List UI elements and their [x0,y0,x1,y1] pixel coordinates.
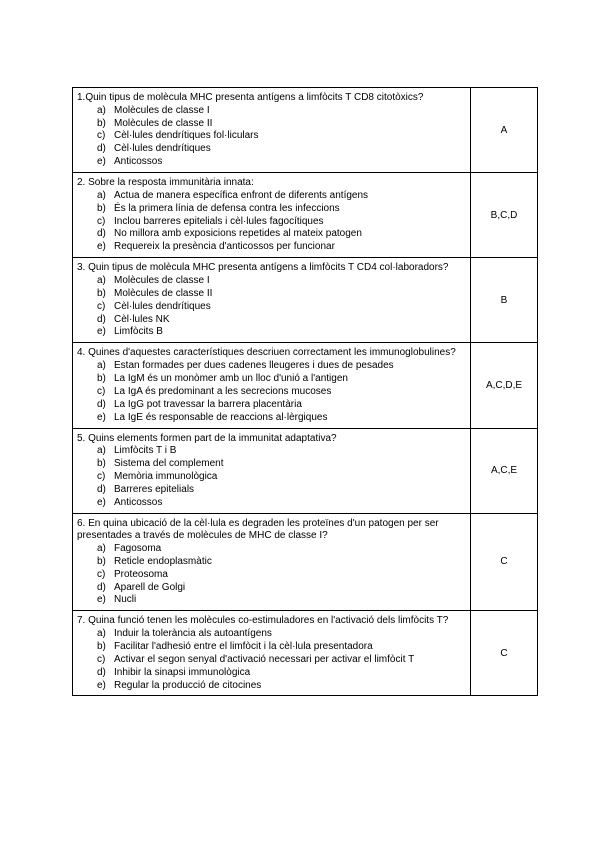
answer-cell: B [471,258,538,343]
option-text: Facilitar l'adhesió entre el limfòcit i la cèl·lula presentadora [114,640,373,652]
option-letter: e) [97,156,106,168]
option-text: Fagosoma [114,542,162,554]
question-row [73,611,538,696]
option-letter: c) [97,568,106,580]
option-list [77,543,466,608]
option-letter: e) [97,679,106,691]
option-item [97,412,466,425]
option-item [97,190,466,203]
option-letter: a) [97,189,106,201]
option-letter: b) [97,458,106,469]
option-text: És la primera línia de defensa contra les infeccions [114,202,340,214]
option-text: Inclou barreres epitelials i cèl·lules fagocítiques [114,215,324,227]
option-item [97,654,466,667]
question-row [73,88,538,173]
option-text: Anticossos [114,496,163,508]
option-text: Cèl·lules dendrítiques [114,143,211,155]
option-list [77,275,466,340]
option-item [97,156,466,169]
option-item [97,628,466,641]
question-text: 6. En quina ubicació de la cèl·lula es degraden les proteïnes d'un patogen per ser presentades a través de molècules de MHC de classe I? [77,517,439,542]
option-letter: d) [97,143,106,155]
option-letter: a) [97,445,106,457]
question-row [73,258,538,343]
option-list [77,105,466,170]
option-letter: b) [97,202,106,214]
option-list [77,190,466,255]
option-text: Induir la tolerància als autoantígens [114,627,272,639]
option-item [97,228,466,241]
option-text: Molècules de classe II [114,287,213,299]
option-letter: d) [97,581,106,593]
option-text: Inhibir la sinapsi immunològica [114,666,251,678]
option-text: Sistema del complement [114,458,224,469]
answer-cell: A,C,E [471,428,538,513]
option-item [97,314,466,327]
option-text: Aparell de Golgi [114,581,186,593]
question-text: 5. Quins elements formen part de la immunitat adaptativa? [77,432,337,444]
option-text: Actua de manera específica enfront de diferents antígens [114,189,369,201]
option-letter: b) [97,372,106,384]
option-item [97,445,466,458]
option-text: Requereix la presència d'anticossos per funcionar [114,241,335,253]
quiz-table-body [73,88,538,696]
answer-cell: B,C,D [471,173,538,258]
option-letter: a) [97,274,106,286]
option-letter: d) [97,483,106,495]
question-text: 4. Quines d'aquestes característiques descriuen correctament les immunoglobulines? [77,347,456,359]
option-item [97,275,466,288]
option-item [97,641,466,654]
option-item [97,680,466,693]
option-text: Cèl·lules dendrítiques fol·liculars [114,130,259,142]
option-list [77,360,466,425]
option-letter: d) [97,666,106,678]
question-row [73,428,538,513]
option-item [97,143,466,156]
option-text: Regular la producció de citocines [114,679,262,691]
option-letter: b) [97,117,106,129]
option-text: Anticossos [114,156,163,168]
option-text: Reticle endoplasmàtic [114,555,212,567]
answer-cell: A,C,D,E [471,343,538,428]
option-text: La IgE és responsable de reaccions al·lèrgiques [114,411,328,423]
option-letter: a) [97,542,106,554]
option-item [97,301,466,314]
question-cell [73,88,471,173]
option-list [77,628,466,693]
answer-cell: A [471,88,538,173]
quiz-table [72,87,538,696]
option-item [97,326,466,339]
option-letter: e) [97,411,106,423]
option-text: Cèl·lules NK [114,313,170,325]
option-item [97,360,466,373]
option-item [97,556,466,569]
option-text: Molècules de classe II [114,117,213,129]
option-letter: a) [97,627,106,639]
option-item [97,582,466,595]
option-item [97,386,466,399]
question-text: 7. Quina funció tenen les molècules co-estimuladores en l'activació dels limfòcits T? [77,615,449,627]
option-item [97,484,466,497]
option-letter: a) [97,359,106,371]
option-text: Memòria immunològica [114,470,218,482]
option-letter: c) [97,215,106,227]
question-row [73,513,538,611]
question-cell [73,428,471,513]
option-letter: b) [97,640,106,652]
option-text: Limfòcits T i B [114,445,177,457]
option-item [97,497,466,510]
option-text: Barreres epitelials [114,483,195,495]
question-text: 2. Sobre la resposta immunitària innata: [77,177,254,189]
option-letter: b) [97,555,106,567]
option-letter: d) [97,398,106,410]
option-text: Limfòcits B [114,326,163,338]
question-cell [73,258,471,343]
option-item [97,399,466,412]
option-item [97,543,466,556]
option-text: Estan formades per dues cadenes lleugeres i dues de pesades [114,359,394,371]
option-item [97,373,466,386]
option-letter: c) [97,470,106,482]
option-letter: b) [97,287,106,299]
option-text: Molècules de classe I [114,104,210,116]
option-item [97,105,466,118]
question-row [73,343,538,428]
option-text: La IgA és predominant a les secrecions mucoses [114,385,332,397]
option-item [97,241,466,254]
option-letter: c) [97,653,106,665]
option-item [97,569,466,582]
option-text: La IgG pot travessar la barrera placentària [114,398,302,410]
option-text: La IgM és un monòmer amb un lloc d'unió a l'antigen [114,372,348,384]
question-cell [73,343,471,428]
option-letter: d) [97,228,106,240]
option-item [97,471,466,484]
option-item [97,203,466,216]
question-text: 3. Quin tipus de molècula MHC presenta antígens a limfòcits T CD4 col·laboradors? [77,262,449,274]
option-item [97,458,466,471]
question-cell [73,513,471,611]
option-text: No millora amb exposicions repetides al mateix patogen [114,228,362,240]
question-text: 1.Quin tipus de molècula MHC presenta antígens a limfòcits T CD8 citotòxics? [77,92,424,103]
option-letter: e) [97,594,106,606]
option-item [97,288,466,301]
question-row [73,173,538,258]
option-text: Nucli [114,594,137,606]
option-text: Activar el segon senyal d'activació necessari per activar el limfòcit T [114,653,415,665]
option-item [97,216,466,229]
answer-cell: C [471,513,538,611]
answer-cell: C [471,611,538,696]
option-item [97,667,466,680]
option-text: Cèl·lules dendrítiques [114,300,211,312]
option-item [97,594,466,607]
option-letter: c) [97,130,106,142]
option-item [97,130,466,143]
option-letter: e) [97,326,106,338]
option-letter: c) [97,385,106,397]
option-list [77,445,466,510]
question-cell [73,611,471,696]
option-item [97,118,466,131]
option-text: Molècules de classe I [114,274,210,286]
option-letter: a) [97,104,106,116]
option-text: Proteosoma [114,568,168,580]
option-letter: e) [97,241,106,253]
question-cell [73,173,471,258]
option-letter: e) [97,496,106,508]
option-letter: c) [97,300,106,312]
option-letter: d) [97,313,106,325]
